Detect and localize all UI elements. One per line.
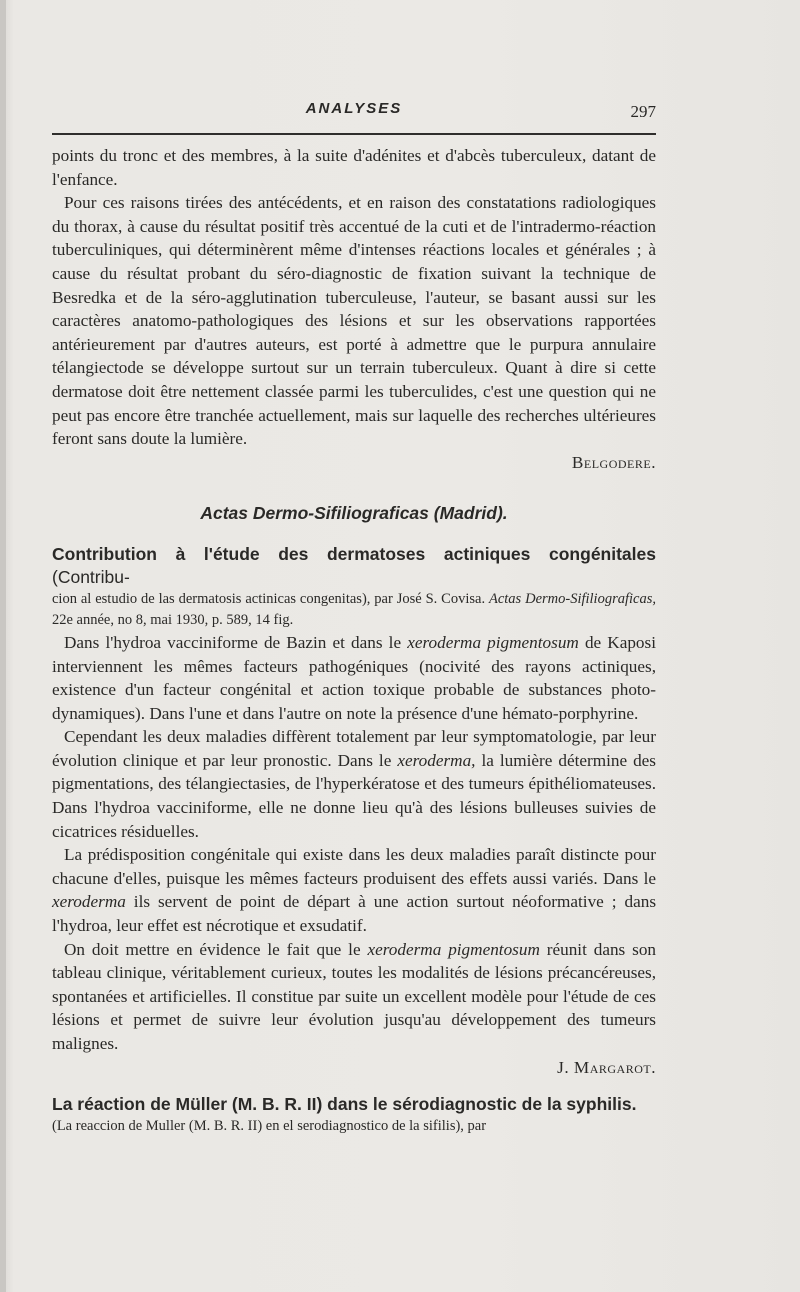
continued-paragraph-1: points du tronc et des membres, à la suite d'adénites et d'abcès tuberculeux, datant de l'enfance. xyxy=(52,146,656,189)
text-run: de Kaposi interviennent les mêmes facteurs pathogéniques (nocivité des rayons actiniques, existence d'un facteur congénital et action toxique probable de substances photo-dynamiques). Dans l'une et dans l'autre on note la présence d'une hémato-porphyrine. xyxy=(52,632,656,723)
signature-margarot xyxy=(52,1056,656,1080)
text-run: ils servent de point de départ à une action surtout néoformative ; dans l'hydroa, leur effet est nécrotique et exsudatif. xyxy=(52,892,657,936)
article-1-ref-journal: Actas Dermo-Sifiliograficas, xyxy=(488,590,656,607)
text-run: La prédisposition congénitale qui existe dans les deux maladies paraît distincte pour chacune d'elles, puisque les mêmes facteurs produisent des effets aussi variés. Dans le xyxy=(52,845,656,888)
section-gap xyxy=(52,1079,656,1093)
running-title: ANALYSES xyxy=(305,100,403,117)
page-number: 297 xyxy=(630,102,656,121)
article-1-paragraph-3 xyxy=(52,843,656,937)
text-run: Dans l'hydroa vacciniforme de Bazin et dans le xyxy=(64,632,402,652)
italic-term: xeroderma pigmentosum xyxy=(407,632,579,652)
text-run: réunit dans son tableau clinique, véritablement curieux, toutes les modalités de lésions précancéreuses, spontanées et artificielles. Il constitue par suite un excellent modèle pour l'étude de ces lésions et permet de suivre leur évolution jusqu'au développement des tumeurs malignes. xyxy=(52,939,657,1053)
article-1-paragraph-4 xyxy=(52,938,656,1056)
italic-term: xeroderma xyxy=(52,892,126,912)
text-run: On doit mettre en évidence le fait que le xyxy=(64,939,361,959)
article-1-ref-details: 22e année, no 8, mai 1930, p. 589, 14 fig. xyxy=(52,611,294,628)
text-run: la lumière détermine des pigmentations, des télangiectasies, de l'hyperkératose et des tumeurs épithéliomateuses. Dans l'hydroa vacciniforme, elle ne donne lieu qu'à des lésions bulleuses suivies de cicatrices résiduelles. xyxy=(52,750,656,841)
article-1-title-tail: (Contribu- xyxy=(52,566,130,587)
article-2-title xyxy=(52,1093,656,1116)
article-1-title xyxy=(52,543,656,589)
article-1-reference xyxy=(52,589,656,631)
article-2-title-main: La réaction de Müller (M. B. R. II) dans le sérodiagnostic de la syphilis. xyxy=(52,1094,637,1115)
continued-paragraph-2: Pour ces raisons tirées des antécédents, et en raison des constatations radiologiques du thorax, à cause du résultat positif très accentué de la cuti et de l'intradermo-réaction tuberculiniques, qui déterminèrent même d'intenses réactions locales et générales ; à cause du résultat probant du séro-diagnostic de fixation suivant la technique de Besredka et de la séro-agglutination tuberculeuse, l'auteur, se basant aussi sur les caractères anatomo-pathologiques des lésions et sur les observations rapportées antérieurement par d'autres auteurs, est porté à admettre que le purpura annulaire télangiectode se développe surtout sur un terrain tuberculeux. Quant à dire si cette dermatose doit être nettement classée parmi les tuberculides, c'est une question qui ne peut pas encore être tranchée actuellement, mais sur laquelle des recherches ultérieures feront sans doute la lumière. xyxy=(52,193,656,449)
text-run: Cependant les deux maladies diffèrent totalement par leur symptomatologie, par leur évolution clinique et par leur pronostic. Dans le xyxy=(52,727,656,770)
article-1-title-main: Contribution à l'étude des dermatoses actiniques congénitales xyxy=(52,543,656,564)
signature-name: J. Margarot. xyxy=(557,1057,656,1077)
signature-belgodere xyxy=(52,451,656,475)
article-1-paragraph-2 xyxy=(52,725,656,843)
article-1-ref-line: cion al estudio de las dermatosis actinicas congenitas), par José S. Covisa. xyxy=(52,590,486,607)
signature-name: Belgodere. xyxy=(571,452,656,472)
header-rule xyxy=(52,133,656,135)
page-header xyxy=(52,100,656,130)
journal-heading: Actas Dermo-Sifiliograficas (Madrid). xyxy=(200,503,508,524)
article-2-reference: (La reaccion de Muller (M. B. R. II) en el serodiagnostico de la sifilis), par xyxy=(52,1118,487,1135)
italic-term: xeroderma, xyxy=(397,750,476,770)
page-body xyxy=(52,144,656,1137)
italic-term: xeroderma pigmentosum xyxy=(367,939,540,959)
page-spine-shadow xyxy=(0,0,6,1292)
article-1-paragraph-1 xyxy=(52,631,656,725)
